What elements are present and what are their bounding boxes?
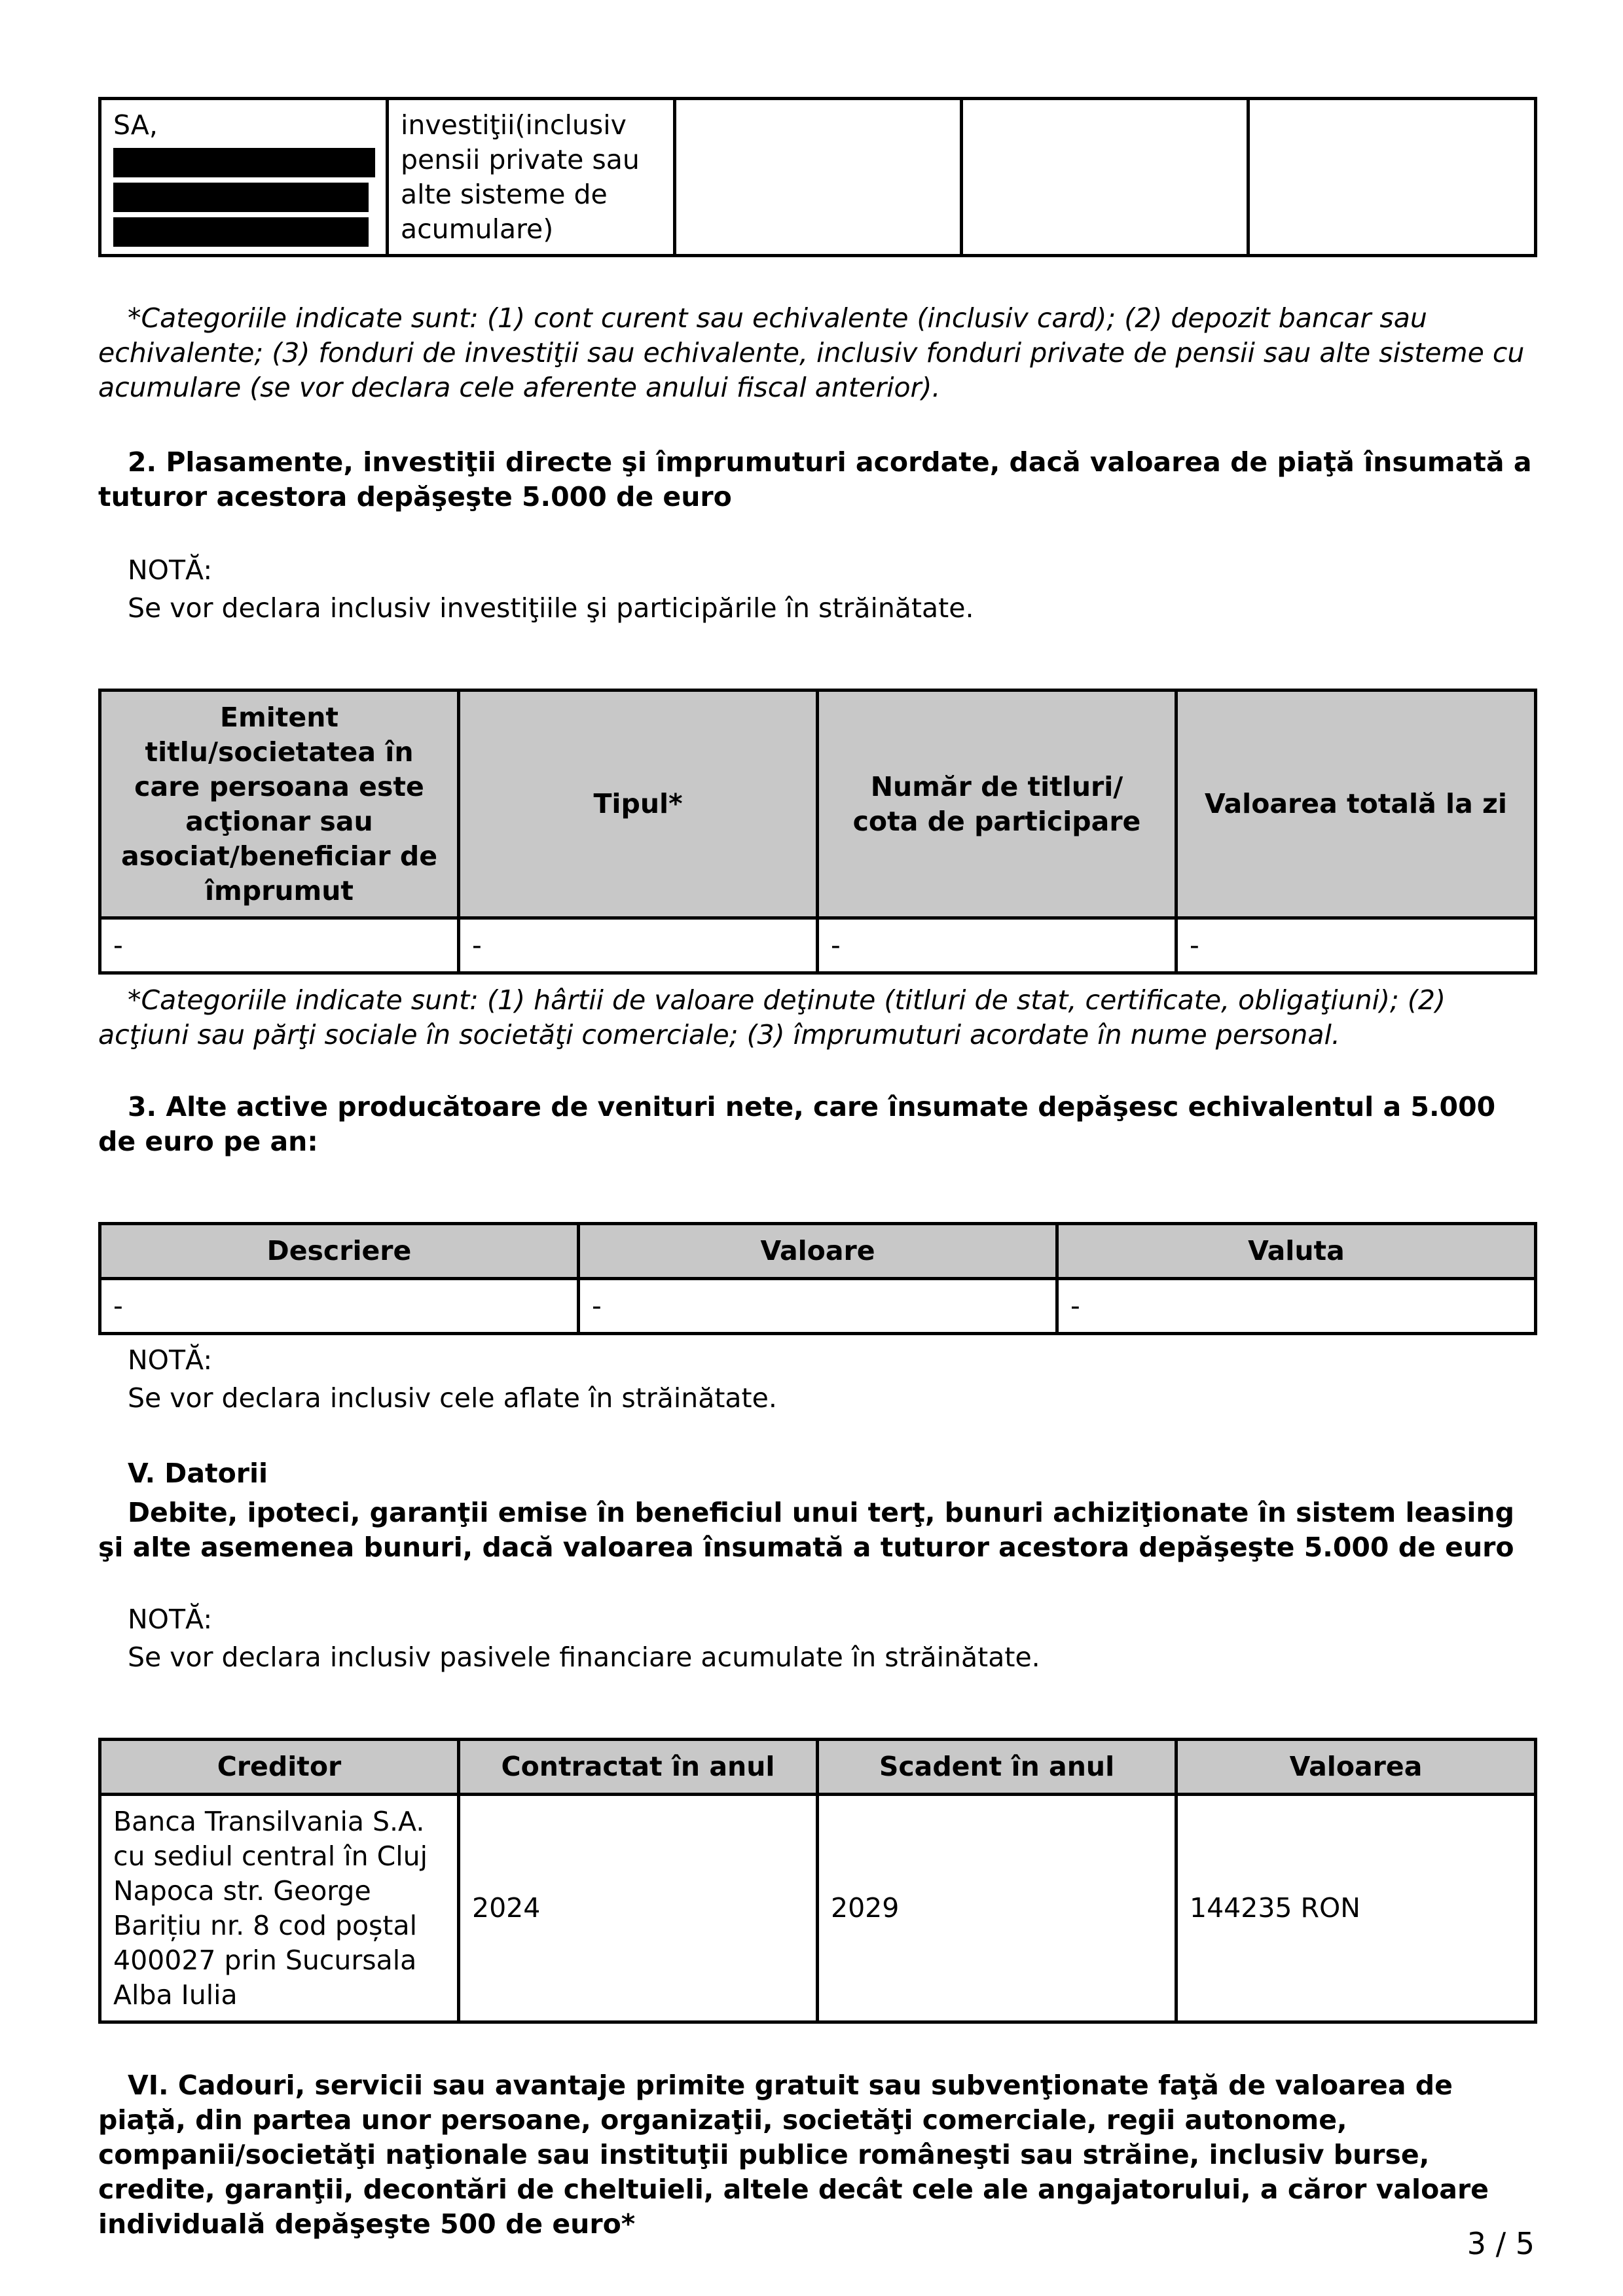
investments-header-value: Valoarea totală la zi xyxy=(1176,691,1536,918)
section6-heading: VI. Cadouri, servicii sau avantaje primite gratuit sau subvenţionate faţă de valoarea de piaţă, din partea unor persoane, organizaţii, societăţi comerciale, regii autonome, companii/societăţi naţionale sau instituţii publice româneşti sau străine, inclusiv burse, credite, garanţii, decontări de cheltuieli, altele decât cele ale angajatorului, a căror valoare individuală depăşeşte 500 de euro* xyxy=(98,2070,1489,2240)
assets-header-currency: Valuta xyxy=(1057,1224,1536,1279)
debts-header-creditor: Creditor xyxy=(100,1740,459,1795)
section2-note-text: Se vor declara inclusiv investiţiile şi participările în străinătate. xyxy=(128,592,974,624)
page-number: 3 / 5 xyxy=(1467,2226,1535,2261)
assets-cell: - xyxy=(579,1279,1057,1334)
top-table xyxy=(98,97,1537,257)
section3-note-text: Se vor declara inclusiv cele aflate în străinătate. xyxy=(128,1382,777,1414)
investments-cell: - xyxy=(1176,918,1536,973)
section3-heading: 3. Alte active producătoare de venituri nete, care însumate depăşesc echivalentul a 5.000 de euro pe an: xyxy=(98,1091,1496,1157)
investments-cell: - xyxy=(100,918,459,973)
redaction-block xyxy=(113,148,375,177)
redaction-block xyxy=(113,217,369,247)
debts-header-contracted: Contractat în anul xyxy=(459,1740,818,1795)
debts-cell-due: 2029 xyxy=(818,1795,1176,2022)
top-table-cell-1 xyxy=(100,99,388,256)
debts-header-amount: Valoarea xyxy=(1176,1740,1536,1795)
table-row xyxy=(100,1795,1536,2022)
assets-header-value: Valoare xyxy=(579,1224,1057,1279)
footnote-deposits: *Categoriile indicate sunt: (1) cont curent sau echivalente (inclusiv card); (2) depozit bancar sau echivalente; (3) fonduri de investiţii sau echivalente, inclusiv fonduri private de pensii sau alte sisteme cu acumulare (se vor declara cele aferente anului fiscal anterior). xyxy=(98,302,1525,403)
table-row xyxy=(100,1279,1536,1334)
investments-header-count: Număr de titluri/ cota de participare xyxy=(818,691,1176,918)
assets-cell: - xyxy=(100,1279,579,1334)
debts-table xyxy=(98,1738,1537,2024)
table-row xyxy=(100,918,1536,973)
top-table-cell-2: investiţii(inclusiv pensii private sau alte sisteme de acumulare) xyxy=(388,99,675,256)
investments-table xyxy=(98,689,1537,975)
section5-note-text: Se vor declara inclusiv pasivele financiare acumulate în străinătate. xyxy=(128,1641,1040,1673)
debts-cell-creditor: Banca Transilvania S.A. cu sediul central în Cluj Napoca str. George Barițiu nr. 8 cod poștal 400027 prin Sucursala Alba Iulia xyxy=(100,1795,459,2022)
section5-note-label: NOTĂ: xyxy=(128,1604,213,1635)
assets-header-description: Descriere xyxy=(100,1224,579,1279)
section5-title: V. Datorii xyxy=(128,1458,268,1489)
investments-cell: - xyxy=(459,918,818,973)
top-table-cell-1-text: SA, xyxy=(113,109,158,141)
investments-header-issuer: Emitent titlu/societatea în care persoana este acţionar sau asociat/beneficiar de împrumut xyxy=(100,691,459,918)
debts-header-due: Scadent în anul xyxy=(818,1740,1176,1795)
section5-heading: Debite, ipoteci, garanţii emise în beneficiul unui terţ, bunuri achiziţionate în sistem leasing şi alte asemenea bunuri, dacă valoarea însumată a tuturor acestora depăşeşte 5.000 de euro xyxy=(98,1497,1514,1563)
redaction-block xyxy=(113,183,369,212)
debts-cell-contracted: 2024 xyxy=(459,1795,818,2022)
assets-cell: - xyxy=(1057,1279,1536,1334)
footnote-investments: *Categoriile indicate sunt: (1) hârtii de valoare deţinute (titluri de stat, certificate, obligaţiuni); (2) acţiuni sau părţi sociale în societăţi comerciale; (3) împrumuturi acordate în nume personal. xyxy=(98,984,1446,1050)
top-table-cell-5 xyxy=(1249,99,1536,256)
section2-heading: 2. Plasamente, investiţii directe şi împrumuturi acordate, dacă valoarea de piaţă însumată a tuturor acestora depăşeşte 5.000 de euro xyxy=(98,446,1532,512)
investments-header-type: Tipul* xyxy=(459,691,818,918)
debts-cell-amount: 144235 RON xyxy=(1176,1795,1536,2022)
section2-note-label: NOTĂ: xyxy=(128,554,213,586)
section3-note-label: NOTĂ: xyxy=(128,1344,213,1376)
other-assets-table xyxy=(98,1222,1537,1335)
top-table-cell-4 xyxy=(962,99,1249,256)
investments-cell: - xyxy=(818,918,1176,973)
top-table-cell-3 xyxy=(675,99,962,256)
